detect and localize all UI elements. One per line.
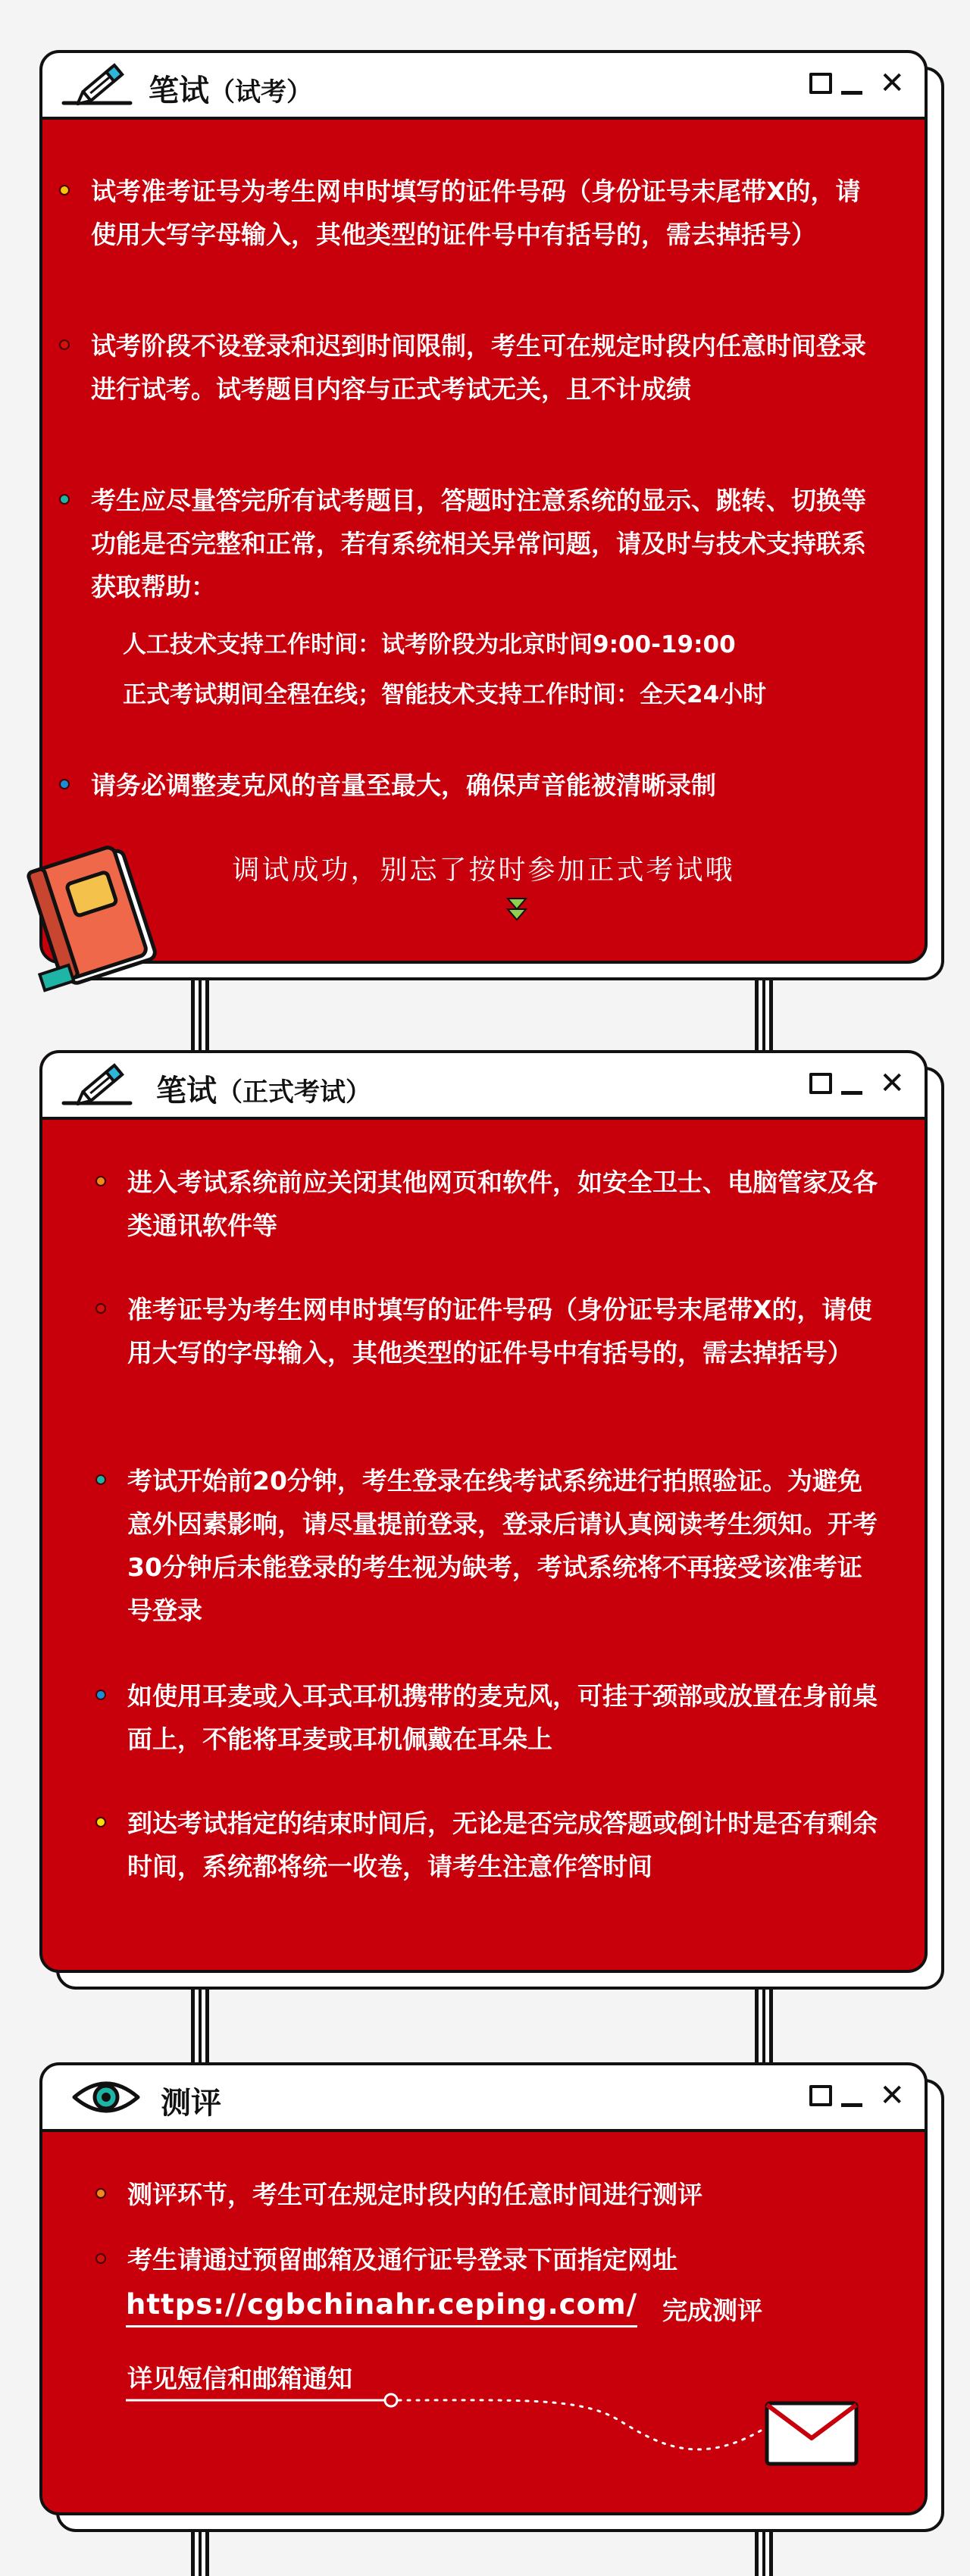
bullet-dot [95, 1176, 106, 1186]
trial-titlebar [42, 53, 925, 120]
bullet-dot [95, 1474, 106, 1485]
list-item: 考试开始前20分钟，考生登录在线考试系统进行拍照验证。为避免意外因素影响，请尽量提前登录，登录后请认真阅读考生须知。开考30分钟后未能登录的考生视为缺考，考试系统将不再接受该准考证号登录 [127, 1459, 879, 1632]
pencil-icon [61, 1061, 133, 1109]
bullet-dot [95, 1303, 106, 1314]
list-item: 考生请通过预留邮箱及通行证号登录下面指定网址 [127, 2238, 879, 2281]
list-item: 准考证号为考生网申时填写的证件号码（身份证号末尾带X的，请使用大写的字母输入，其他类型的证件号中有括号的，需去掉括号） [127, 1288, 879, 1374]
post-left-2 [191, 1985, 209, 2074]
post-left-1 [191, 977, 209, 1061]
minimize-icon[interactable] [841, 2103, 862, 2107]
reminder-text: 调试成功，别忘了按时参加正式考试哦 [232, 855, 735, 886]
eye-icon [70, 2073, 142, 2121]
formal-body [42, 1120, 925, 1970]
trial-body [42, 120, 925, 961]
bullet-dot [95, 2253, 106, 2264]
assessment-panel [39, 2062, 928, 2515]
down-arrow-icon [502, 894, 532, 924]
close-icon[interactable]: ✕ [879, 66, 905, 101]
post-right-1 [755, 977, 773, 1061]
assessment-url-link[interactable]: https://cgbchinahr.ceping.com/ [126, 2288, 637, 2327]
post-right-3 [755, 2531, 773, 2576]
list-item: 请务必调整麦克风的音量至最大，确保声音能被清晰录制 [91, 764, 879, 807]
pencil-icon [61, 61, 133, 109]
maximize-icon[interactable] [809, 1073, 832, 1094]
detail-notice: 详见短信和邮箱通知 [127, 2364, 352, 2393]
envelope-icon [762, 2399, 861, 2471]
list-item: 进入考试系统前应关闭其他网页和软件，如安全卫士、电脑管家及各类通讯软件等 [127, 1161, 879, 1247]
section-title: 笔试（正式考试） [156, 1074, 371, 1108]
section-title: 测评 [161, 2086, 221, 2121]
list-item: 到达考试指定的结束时间后，无论是否完成答题或倒计时是否有剩余时间，系统都将统一收卷，请考生注意作答时间 [127, 1802, 879, 1888]
minimize-icon[interactable] [841, 91, 862, 95]
list-item: 考生应尽量答完所有试考题目，答题时注意系统的显示、跳转、切换等功能是否完整和正常，若有系统相关异常问题，请及时与技术支持联系获取帮助： [91, 479, 879, 608]
support-hours-note: 人工技术支持工作时间：试考阶段为北京时间9:00-19:00 正式考试期间全程在线；智能技术支持工作时间：全天24小时 [123, 631, 767, 708]
trial-exam-panel [39, 50, 928, 964]
post-left-3 [191, 2531, 209, 2576]
formal-titlebar [42, 1053, 925, 1120]
bullet-dot [95, 2188, 106, 2199]
bullet-dot [59, 339, 70, 350]
bullet-dot [95, 1817, 106, 1827]
post-right-2 [755, 1985, 773, 2074]
bullet-dot [59, 185, 70, 195]
book-icon [20, 841, 171, 1000]
minimize-icon[interactable] [841, 1091, 862, 1095]
close-icon[interactable]: ✕ [879, 2078, 905, 2113]
maximize-icon[interactable] [809, 73, 832, 94]
list-item: 测评环节，考生可在规定时段内的任意时间进行测评 [127, 2173, 879, 2216]
dotted-connector [126, 2390, 808, 2481]
list-item: 试考准考证号为考生网申时填写的证件号码（身份证号末尾带X的，请使用大写字母输入，其他类型的证件号中有括号的，需去掉括号） [91, 170, 879, 256]
maximize-icon[interactable] [809, 2085, 832, 2106]
formal-exam-panel [39, 1050, 928, 1973]
assessment-titlebar [42, 2065, 925, 2132]
list-item: 试考阶段不设登录和迟到时间限制，考生可在规定时段内任意时间登录进行试考。试考题目内容与正式考试无关，且不计成绩 [91, 324, 879, 411]
page-title: 笔试（试考） [149, 73, 312, 108]
url-suffix-text: 完成测评 [662, 2296, 762, 2325]
list-item: 如使用耳麦或入耳式耳机携带的麦克风，可挂于颈部或放置在身前桌面上，不能将耳麦或耳机佩戴在耳朵上 [127, 1674, 879, 1761]
bullet-dot [59, 779, 70, 789]
bullet-dot [95, 1690, 106, 1700]
bullet-dot [59, 494, 70, 505]
close-icon[interactable]: ✕ [879, 1066, 905, 1101]
